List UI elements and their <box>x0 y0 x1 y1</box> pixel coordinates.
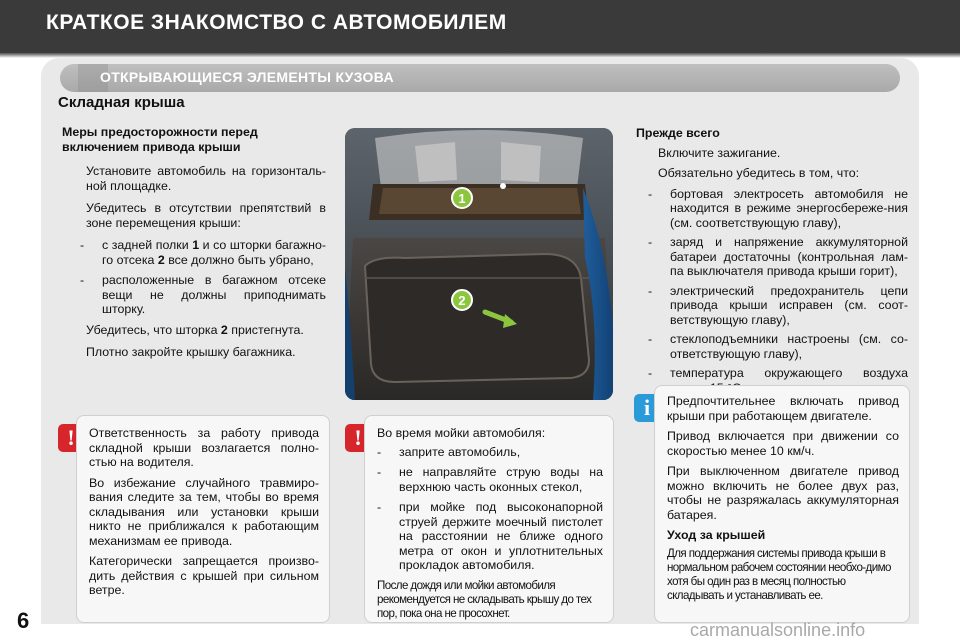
dash-icon: - <box>80 273 85 287</box>
warning-icon: ! <box>345 424 371 452</box>
before-start-heading: Прежде всего <box>636 126 720 140</box>
list-item: - стеклоподъемники настроены (см. со-ответствующую главу), <box>648 332 908 361</box>
info-box-operation: Предпочтительнее включать привод крыши при работающем двигателе. Привод включается при движении со скоростью менее 10 км/ч. При выключенном двигателе привод можно включить не более двух раз, чтобы не разряжалась аккумуляторная батарея. Уход за крышей Для поддержания системы привода крыши в нормальном рабочем состоянии необхо-димо хотя бы один раз в месяц полностью складывать и устанавливать ее. <box>654 385 910 623</box>
trunk-photo <box>345 128 613 400</box>
warning-box-responsibility: Ответственность за работу привода складной крыши возлагается полно-стью на водителя. Во избежание случайного травмиро-вания следите за тем, чтобы во время складывания или установки крыши никто не приближался к работающим механизмам ее привода. Категорически запрещается произво-дить действия с крышей при сильном ветре. <box>76 415 330 623</box>
subsection-title: Складная крыша <box>58 94 185 111</box>
precautions-column <box>62 125 326 368</box>
precautions-heading: Меры предосторожности перед включением привода крыши <box>62 125 258 154</box>
list-item: - температура окружающего воздуха <box>648 366 908 380</box>
dash-icon: - <box>377 444 382 459</box>
warning-icon: ! <box>58 424 84 452</box>
list-item: - заприте автомобиль, <box>377 444 521 459</box>
dash-icon: - <box>648 366 653 380</box>
dash-icon: - <box>377 465 382 479</box>
callout-2-label: 2 <box>458 293 466 308</box>
watermark: carmanualsonline.info <box>690 620 866 640</box>
dash-icon: - <box>648 332 653 346</box>
section-title: ОТКРЫВАЮЩИЕСЯ ЭЛЕМЕНТЫ КУЗОВА <box>100 69 394 85</box>
roof-care-text: Для поддержания системы привода крыши в нормальном рабочем состоянии необхо-димо хотя бы один раз в месяц полностью складывать и устанавливать ее. <box>667 546 891 602</box>
dash-icon: - <box>648 186 653 201</box>
trunk-illustration <box>345 128 613 400</box>
list-item: - заряд и напряжение аккумуляторной батареи достаточны (контрольная лам-па выключателя привода крыши горит), <box>648 235 908 278</box>
dash-icon: - <box>377 500 382 514</box>
list-item: Плотно закройте крышку багажника. <box>86 345 296 359</box>
dash-icon: - <box>648 283 653 298</box>
list-item: - бортовая электросеть автомобиля не находится в режиме энергосбереже-ния (см. соответствующую главу), <box>648 186 908 230</box>
page-number: 6 <box>17 608 30 633</box>
list-item: - с задней полки 1 и со шторки багажно-го отсека 2 все должно быть убрано, <box>80 238 326 267</box>
list-item: Убедитесь, что шторка 2 пристегнута. <box>86 322 304 337</box>
callout-1-label: 1 <box>458 191 466 206</box>
list-item: - расположенные в багажном отсеке вещи не должны приподнимать шторку. <box>80 273 326 316</box>
list-item: Убедитесь в отсутствии препятствий в зоне перемещения крыши: <box>86 201 326 230</box>
list-item: - при мойке под высоконапорной струей держите моечный пистолет на расстоянии не ближе одного метра от окон и уплотнительных прокладок автомобиля. <box>377 500 603 572</box>
warning-box-washing: Во время мойки автомобиля: - заприте автомобиль, - не направляйте струю воды на верхнюю часть оконных стекол, - при мойке под высоконапорной струей держите моечный пистолет на расстоянии не ближе одного метра от окон и уплотнительных прокладок автомобиля. После дождя или мойки автомобиля рекомендуется не складывать крышу до тех пор, пока она не просохнет. <box>364 415 614 623</box>
dash-icon: - <box>648 235 653 249</box>
list-item: - не направляйте струю воды на верхнюю часть оконных стекол, <box>377 465 603 494</box>
list-item: Установите автомобиль на горизонталь-ной площадке. <box>86 164 326 193</box>
list-item: Обязательно убедитесь в том, что: <box>658 166 860 180</box>
list-item: - электрический предохранитель цепи привода крыши исправен (см. соот-ветствующую главу), <box>648 283 908 327</box>
page-header-title: КРАТКОЕ ЗНАКОМСТВО С АВТОМОБИЛЕМ <box>46 11 507 34</box>
roof-care-heading: Уход за крышей <box>667 528 766 542</box>
list-item: Включите зажигание. <box>658 145 781 160</box>
info-icon: i <box>634 394 660 422</box>
dash-icon: - <box>80 238 85 252</box>
before-start-column <box>636 126 908 400</box>
washing-note: После дождя или мойки автомобиля рекомендуется не складывать крышу до тех пор, пока она не просохнет. <box>377 578 592 620</box>
